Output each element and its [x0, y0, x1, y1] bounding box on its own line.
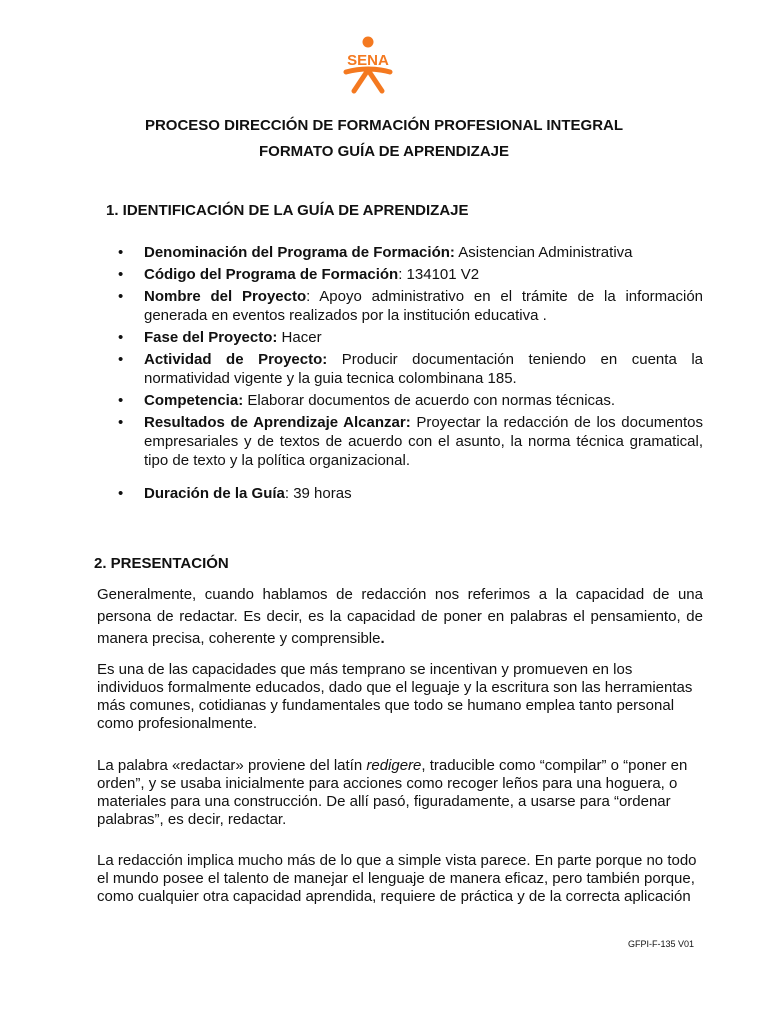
- list-item: • Nombre del Proyecto: Apoyo administrativo en el trámite de la información generada en eventos realizados por la institución educativa .: [118, 287, 703, 325]
- paragraph-3: La palabra «redactar» proviene del latín redigere, traducible como “compilar” o “poner en orden”, y se usaba inicialmente para acciones como recoger leños para una hoguera, o materiales para una construcción. De allí pasó, figuradamente, a usarse para “ordenar palabras”, es decir, redactar.: [97, 757, 688, 828]
- sena-logo: [338, 36, 398, 94]
- list-item: • Competencia: Elaborar documentos de acuerdo con normas técnicas.: [118, 391, 703, 410]
- svg-text:SENA: SENA: [347, 52, 389, 69]
- paragraph-2: Es una de las capacidades que más temprano se incentivan y promueven en los individuos formalmente educados, dado que el leguaje y la escritura son las herramientas más comunes, cotidianas y fundamentales que todo se humano emplea tanto personal como profesionalmente.: [97, 661, 693, 732]
- list-item: • Fase del Proyecto: Hacer: [118, 328, 703, 347]
- document-subtitle: FORMATO GUÍA DE APRENDIZAJE: [258, 143, 509, 160]
- list-item: • Duración de la Guía: 39 horas: [118, 484, 703, 503]
- paragraph-1: Generalmente, cuando hablamos de redacción nos referimos a la capacidad de una persona de redactar. Es decir, es la capacidad de poner en palabras el pensamiento, de manera precisa, coherente y comprensible.: [97, 586, 703, 647]
- section-2-title: 2. PRESENTACIÓN: [94, 555, 229, 572]
- section-1-title: 1. IDENTIFICACIÓN DE LA GUÍA DE APRENDIZAJE: [106, 202, 469, 219]
- footer-code: GFPI-F-135 V01: [628, 939, 695, 949]
- list-item: • Código del Programa de Formación: 134101 V2: [118, 265, 703, 284]
- list-item: • Denominación del Programa de Formación: Asistencian Administrativa: [118, 243, 703, 262]
- list-item: • Actividad de Proyecto: Producir documentación teniendo en cuenta la normatividad vigente y la guia tecnica colombinana 185.: [118, 350, 703, 388]
- list-item: • Resultados de Aprendizaje Alcanzar: Proyectar la redacción de los documentos empresariales y de textos de acuerdo con el asunto, la norma técnica gramatical, tipo de texto y la política organizacional.: [118, 413, 703, 470]
- paragraph-4: La redacción implica mucho más de lo que a simple vista parece. En parte porque no todo el mundo posee el talento de manejar el lenguaje de manera eficaz, pero también porque, como cualquier otra capacidad aprendida, requiere de práctica y de la correcta aplicación: [97, 852, 697, 905]
- identification-list: [118, 243, 703, 506]
- document-title: PROCESO DIRECCIÓN DE FORMACIÓN PROFESIONAL INTEGRAL: [144, 117, 624, 134]
